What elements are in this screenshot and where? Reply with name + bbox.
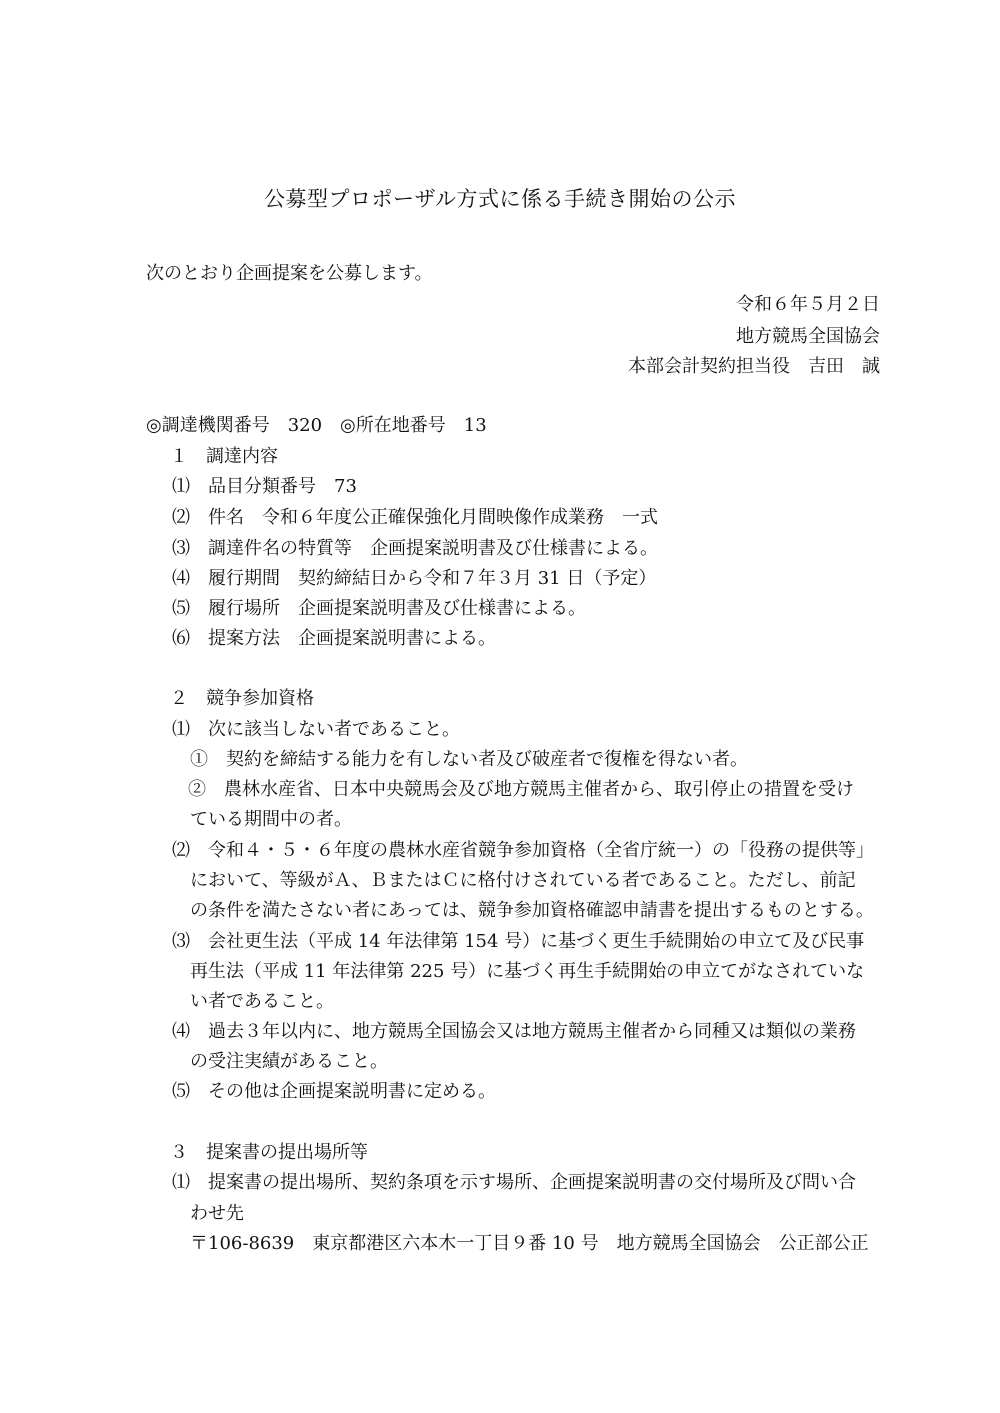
section-2-heading: ２ 競争参加資格 bbox=[170, 688, 314, 709]
section-2-line: ⑵ 令和４・５・６年度の農林水産省競争参加資格（全省庁統一）の「役務の提供等」 bbox=[172, 840, 874, 861]
section-2-line: 再生法（平成 11 年法律第 225 号）に基づく再生手続開始の申立てがなされていな bbox=[190, 961, 865, 982]
section-2-line: ⑴ 次に該当しない者であること。 bbox=[172, 719, 460, 740]
intro-text: 次のとおり企画提案を公募します。 bbox=[146, 263, 433, 284]
section-1-item: ⑶ 調達件名の特質等 企画提案説明書及び仕様書による。 bbox=[172, 538, 658, 559]
section-3-heading: ３ 提案書の提出場所等 bbox=[170, 1142, 368, 1163]
section-1-item: ⑵ 件名 令和６年度公正確保強化月間映像作成業務 一式 bbox=[172, 507, 658, 528]
section-2-line: い者であること。 bbox=[190, 991, 334, 1012]
section-3-line: わせ先 bbox=[190, 1203, 244, 1224]
section-1-item: ⑹ 提案方法 企画提案説明書による。 bbox=[172, 628, 496, 649]
section-2-line: の受注実績があること。 bbox=[190, 1051, 388, 1072]
section-1-item: ⑴ 品目分類番号 73 bbox=[172, 476, 357, 497]
section-2-line: ⑷ 過去３年以内に、地方競馬全国協会又は地方競馬主催者から同種又は類似の業務 bbox=[172, 1021, 856, 1042]
section-3-line: ⑴ 提案書の提出場所、契約条項を示す場所、企画提案説明書の交付場所及び問い合 bbox=[172, 1172, 856, 1193]
section-2-line: の条件を満たさない者にあっては、競争参加資格確認申請書を提出するものとする。 bbox=[190, 900, 874, 921]
organization-name: 地方競馬全国協会 bbox=[736, 326, 880, 347]
agency-number-line: ◎調達機関番号 320 ◎所在地番号 13 bbox=[146, 415, 487, 436]
section-2-line: ① 契約を締結する能力を有しない者及び破産者で復権を得ない者。 bbox=[190, 749, 748, 770]
section-2-line: ている期間中の者。 bbox=[190, 809, 352, 830]
section-2-line: ② 農林水産省、日本中央競馬会及び地方競馬主催者から、取引停止の措置を受け bbox=[188, 779, 854, 800]
section-2-line: ⑶ 会社更生法（平成 14 年法律第 154 号）に基づく更生手続開始の申立て及び民事 bbox=[172, 931, 865, 952]
section-1-heading: １ 調達内容 bbox=[170, 446, 278, 467]
notice-date: 令和６年５月２日 bbox=[736, 294, 880, 315]
contract-official: 本部会計契約担当役 吉田 誠 bbox=[628, 356, 880, 377]
section-1-item: ⑷ 履行期間 契約締結日から令和７年３月 31 日（予定） bbox=[172, 568, 657, 589]
section-1-item: ⑸ 履行場所 企画提案説明書及び仕様書による。 bbox=[172, 598, 586, 619]
document-title: 公募型プロポーザル方式に係る手続き開始の公示 bbox=[264, 187, 736, 211]
section-3-line: 〒106-8639 東京都港区六本木一丁目９番 10 号 地方競馬全国協会 公正部公正 bbox=[190, 1233, 869, 1254]
section-2-line: ⑸ その他は企画提案説明書に定める。 bbox=[172, 1081, 496, 1102]
section-2-line: において、等級がＡ、ＢまたはＣに格付けされている者であること。ただし、前記 bbox=[190, 870, 856, 891]
